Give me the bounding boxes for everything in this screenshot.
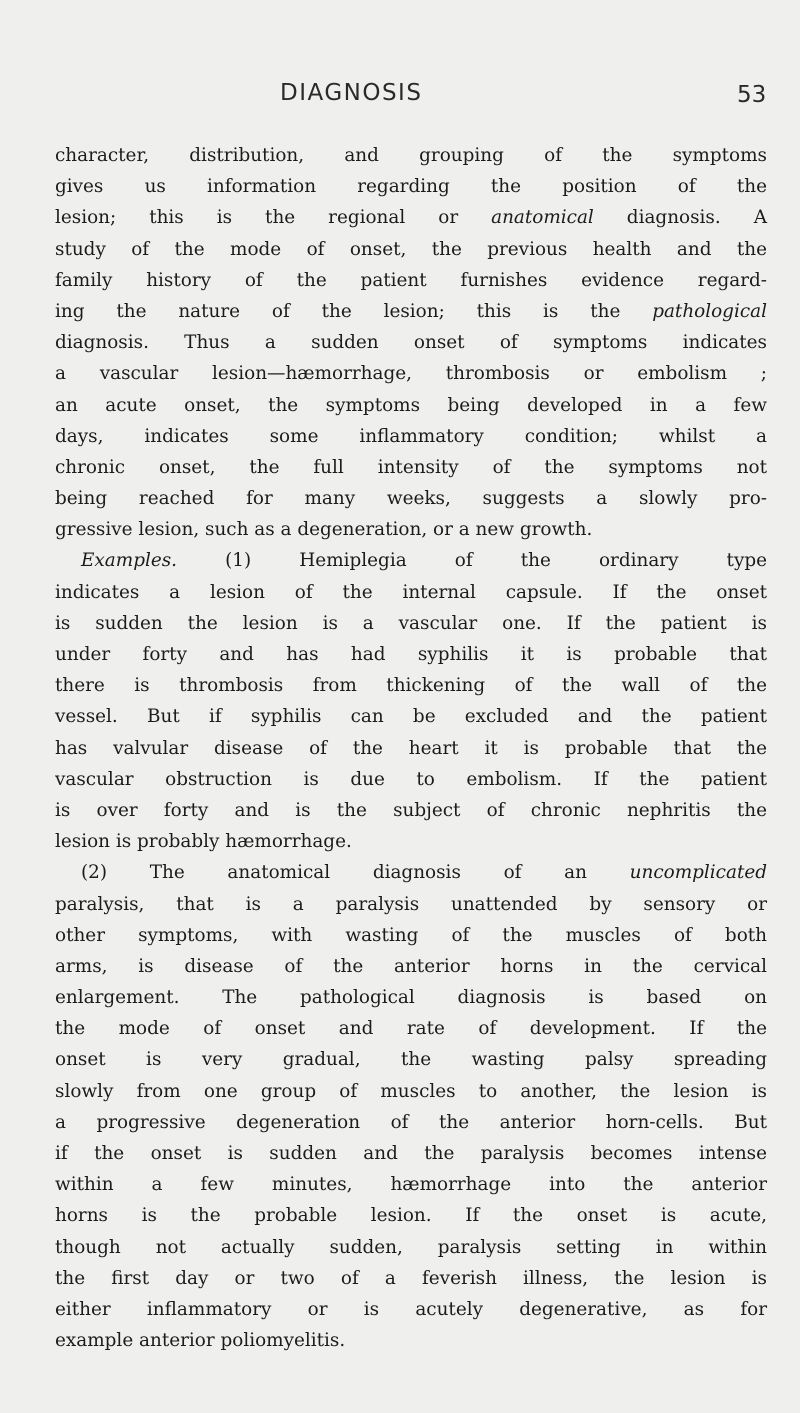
text-line	[55, 577, 767, 608]
line-text: paralysis, that is a paralysis unattended by sensory or	[55, 893, 767, 915]
line-text: the first day or two of a feverish illness, the lesion is	[55, 1267, 767, 1289]
line-text: is over forty and is the subject of chronic nephritis the	[55, 799, 767, 821]
line-text: under forty and has had syphilis it is probable that	[55, 644, 767, 665]
text-line	[55, 202, 767, 233]
line-text: gressive lesion, such as a degeneration, or a new growth.	[55, 519, 593, 541]
text-line	[55, 421, 767, 452]
text-line	[55, 1294, 767, 1325]
line-text: is sudden the lesion is a vascular one. If the patient is	[55, 612, 767, 634]
line-text: chronic onset, the full intensity of the symptoms not	[55, 456, 767, 478]
line-text: if the onset is sudden and the paralysis becomes intense	[55, 1143, 767, 1164]
text-line	[55, 514, 767, 545]
text-line	[55, 951, 767, 982]
body-text	[55, 140, 767, 1356]
text-line	[55, 545, 767, 576]
text-line	[55, 920, 767, 951]
text-line	[55, 296, 767, 327]
italic-term: uncomplicated	[629, 862, 767, 884]
line-text: days, indicates some inflammatory condition; whilst a	[55, 425, 767, 447]
line-text: example anterior poliomyelitis.	[55, 1330, 346, 1352]
text-line	[55, 889, 767, 920]
text-line	[55, 483, 767, 514]
text-line	[55, 265, 767, 296]
page-number: 53	[737, 82, 767, 108]
text-line	[55, 1200, 767, 1231]
text-line	[55, 1232, 767, 1263]
text-line	[55, 1325, 767, 1356]
line-text: other symptoms, with wasting of the muscles of both	[55, 924, 767, 946]
text-line	[55, 234, 767, 265]
line-text: lesion; this is the regional or	[55, 207, 492, 229]
text-line	[55, 608, 767, 639]
line-text: a vascular lesion—hæmorrhage, thrombosis or embolism ;	[55, 363, 767, 385]
line-text: character, distribution, and grouping of the symptoms	[55, 145, 767, 166]
text-line	[55, 1138, 767, 1169]
italic-term: pathological	[652, 300, 767, 322]
line-text: lesion is probably hæmorrhage.	[55, 831, 352, 853]
text-line	[55, 1263, 767, 1294]
line-text: (2) The anatomical diagnosis of an	[81, 862, 630, 884]
text-line	[55, 764, 767, 795]
line-text: diagnosis. Thus a sudden onset of symptoms indicates	[55, 332, 767, 354]
line-text: (1) Hemiplegia of the ordinary type	[177, 550, 767, 572]
italic-term: Examples.	[81, 550, 178, 572]
line-text: enlargement. The pathological diagnosis is based on	[55, 987, 767, 1009]
line-text: vascular obstruction is due to embolism. If the patient	[55, 768, 767, 790]
line-text: vessel. But if syphilis can be excluded and the patient	[55, 706, 767, 728]
text-line	[55, 733, 767, 764]
line-text: an acute onset, the symptoms being developed in a few	[55, 394, 767, 416]
line-text: there is thrombosis from thickening of the wall of the	[55, 675, 767, 697]
line-text: study of the mode of onset, the previous health and the	[55, 238, 767, 260]
line-text: slowly from one group of muscles to another, the lesion is	[55, 1080, 767, 1102]
text-line	[55, 171, 767, 202]
text-line	[55, 670, 767, 701]
line-text: onset is very gradual, the wasting palsy spreading	[55, 1049, 767, 1071]
line-text: though not actually sudden, paralysis setting in within	[55, 1236, 767, 1258]
italic-term: anatomical	[491, 207, 594, 229]
line-text: being reached for many weeks, suggests a slowly pro-	[55, 488, 767, 510]
line-text: the mode of onset and rate of development. If the	[55, 1018, 767, 1040]
text-line	[55, 1169, 767, 1200]
line-text: horns is the probable lesion. If the onset is acute,	[55, 1205, 767, 1227]
text-line	[55, 857, 767, 888]
line-text: within a few minutes, hæmorrhage into the anterior	[55, 1174, 767, 1196]
line-text: either inflammatory or is acutely degenerative, as for	[55, 1298, 767, 1320]
running-title: DIAGNOSIS	[280, 80, 423, 106]
line-text: has valvular disease of the heart it is probable that the	[55, 737, 767, 759]
line-text: family history of the patient furnishes evidence regard-	[55, 269, 767, 291]
line-text: gives us information regarding the position of the	[55, 176, 767, 198]
line-text: indicates a lesion of the internal capsule. If the onset	[55, 581, 767, 603]
text-line	[55, 1076, 767, 1107]
text-line	[55, 639, 767, 670]
text-line	[55, 826, 767, 857]
running-head	[0, 80, 800, 120]
text-line	[55, 795, 767, 826]
text-line	[55, 452, 767, 483]
line-text: ing the nature of the lesion; this is the	[55, 300, 653, 322]
text-line	[55, 982, 767, 1013]
line-text: diagnosis. A	[593, 207, 767, 229]
text-line	[55, 140, 767, 171]
text-line	[55, 390, 767, 421]
line-text: a progressive degeneration of the anterior horn-cells. But	[55, 1111, 767, 1133]
text-line	[55, 1013, 767, 1044]
line-text: arms, is disease of the anterior horns in the cervical	[55, 955, 767, 977]
text-line	[55, 1107, 767, 1138]
text-line	[55, 358, 767, 389]
text-line	[55, 701, 767, 732]
text-line	[55, 327, 767, 358]
text-line	[55, 1044, 767, 1075]
